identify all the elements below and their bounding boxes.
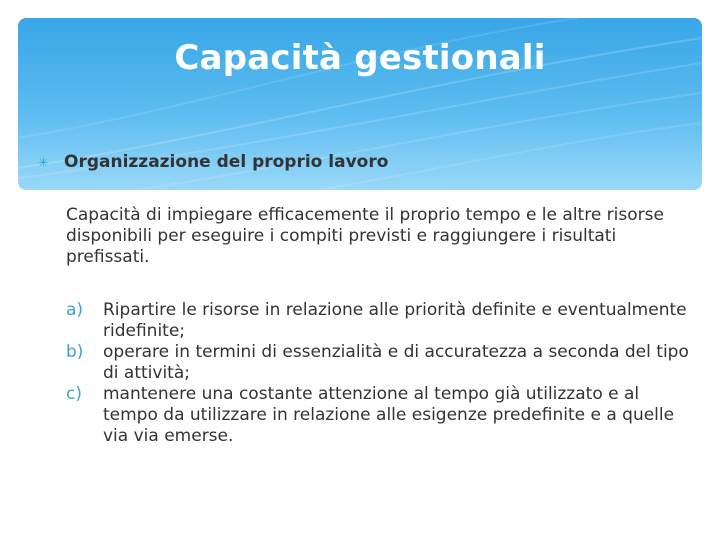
description-text: Capacità di impiegare efficacemente il proprio tempo e le altre risorse disponibili per eseguire i compiti previsti e raggiungere i risultati prefissati. xyxy=(66,205,664,267)
list-marker: a) xyxy=(66,300,84,320)
bullet-heading: Organizzazione del proprio lavoro xyxy=(64,152,389,172)
list-marker: c) xyxy=(66,384,82,404)
list-item xyxy=(66,384,691,447)
list-item xyxy=(66,342,691,384)
lettered-list xyxy=(66,300,691,447)
list-marker: b) xyxy=(66,342,84,362)
slide-title: Capacità gestionali xyxy=(174,38,546,78)
asterisk-icon: ✳ xyxy=(38,156,49,171)
list-item-text: mantenere una costante attenzione al tempo già utilizzato e al tempo da utilizzare in relazione alle esigenze predefinite e a quelle via via emerse. xyxy=(103,384,675,446)
bullet-item xyxy=(38,152,388,172)
list-item xyxy=(66,300,691,342)
list-item-text: Ripartire le risorse in relazione alle priorità definite e eventualmente ridefinite; xyxy=(103,300,687,341)
list-item-text: operare in termini di essenzialità e di accuratezza a seconda del tipo di attività; xyxy=(103,342,689,383)
